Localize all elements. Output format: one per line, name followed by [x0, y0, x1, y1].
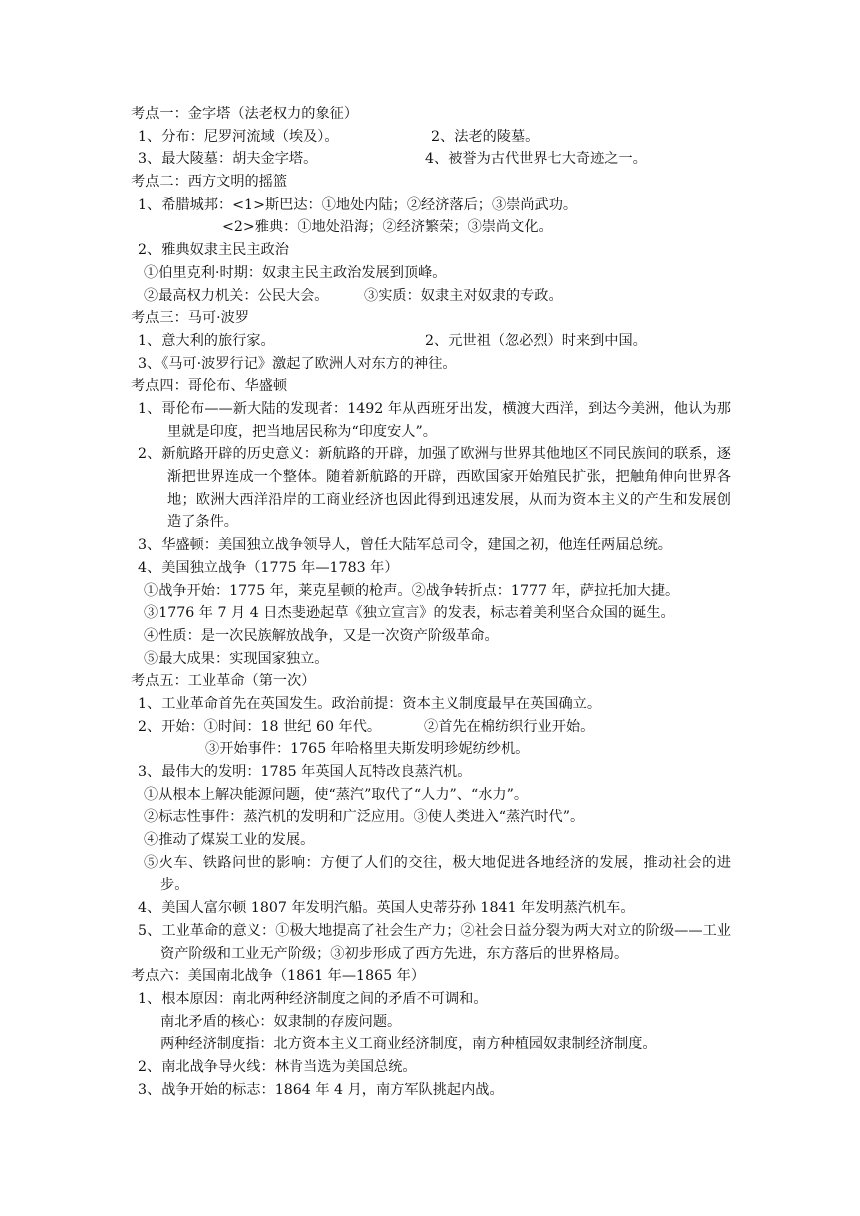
list-item: 3、最伟大的发明：1785 年英国人瓦特改良蒸汽机。 [138, 764, 472, 781]
list-item [131, 330, 731, 353]
list-item: ⑤火车、铁路问世的影响：方便了人们的交往，极大地促进各地经济的发展，推动社会的进步。 [144, 854, 731, 894]
section-heading: 考点六：美国南北战争（1861 年—1865 年） [131, 968, 426, 985]
item-text: 4、被誉为古代世界七大奇迹之一。 [425, 151, 647, 168]
item-text: 2、法老的陵墓。 [431, 128, 540, 145]
list-item [131, 148, 731, 171]
item-text: 2、开始：①时间：18 世纪 60 年代。 [138, 718, 382, 735]
list-item: ③开始事件：1765 年哈格里夫斯发明珍妮纺纱机。 [205, 741, 530, 758]
list-item: ⑤最大成果：实现国家独立。 [144, 650, 329, 667]
item-text: ②最高权力机关：公民大会。 [144, 287, 329, 304]
list-item: ④推动了煤炭工业的发展。 [144, 832, 315, 849]
list-item: 2、新航路开辟的历史意义：新航路的开辟，加强了欧洲与世界其他地区不同民族间的联系，逐渐把世界连成一个整体。随着新航路的开辟，西欧国家开始殖民扩张，把触角伸向世界各地；欧洲大西洋沿岸的工商业经济也因此得到迅速发展，从而为资本主义的产生和发展创造了条件。 [138, 446, 731, 531]
list-item: 1、根本原因：南北两种经济制度之间的矛盾不可调和。 [138, 990, 488, 1007]
list-item: ③1776 年 7 月 4 日杰斐逊起草《独立宣言》的发表，标志着美利坚合众国的诞生。 [144, 605, 675, 622]
section-heading: 考点一：金字塔（法老权力的象征） [131, 106, 359, 122]
list-item: ②标志性事件：蒸汽机的发明和广泛应用。③使人类进入“蒸汽时代”。 [144, 809, 585, 826]
list-item [131, 285, 731, 308]
section-heading: 考点四：哥伦布、华盛顿 [131, 378, 288, 395]
list-item [131, 126, 731, 149]
list-item: 两种经济制度指：北方资本主义工商业经济制度，南方种植园奴隶制经济制度。 [160, 1036, 657, 1053]
document-body [131, 103, 731, 1101]
list-item: ①从根本上解决能源问题，使“蒸汽”取代了“人力”、“水力”。 [144, 786, 529, 803]
item-text: 3、最大陵墓：胡夫金字塔。 [138, 151, 318, 168]
list-item: 1、哥伦布——新大陆的发现者：1492 年从西班牙出发，横渡大西洋，到达今美洲，他认为那里就是印度，把当地居民称为“印度安人”。 [138, 400, 731, 440]
list-item: 3、华盛顿：美国独立战争领导人，曾任大陆军总司令，建国之初，他连任两届总统。 [138, 537, 672, 554]
list-item: 5、工业革命的意义：①极大地提高了社会生产力；②社会日益分裂为两大对立的阶级——工业资产阶级和工业无产阶级；③初步形成了西方先进，东方落后的世界格局。 [138, 922, 731, 962]
item-text: 2、元世祖（忽必烈）时来到中国。 [425, 332, 647, 349]
item-text: 1、分布：尼罗河流域（埃及）。 [138, 128, 339, 145]
list-item: ①伯里克利·时期：奴隶主民主政治发展到顶峰。 [144, 264, 447, 281]
item-text: ③实质：奴隶主对奴隶的专政。 [364, 287, 563, 304]
list-item: 2、南北战争导火线：林肯当选为美国总统。 [138, 1059, 417, 1076]
list-item: ①战争开始：1775 年，莱克星顿的枪声。②战争转折点：1777 年，萨拉托加大捷。 [144, 582, 680, 599]
list-item: <2>雅典：①地处沿海；②经济繁荣；③崇尚文化。 [222, 219, 553, 236]
list-item: 1、工业革命首先在英国发生。政治前提：资本主义制度最早在英国确立。 [138, 695, 602, 712]
list-item: 3、《马可·波罗行记》激起了欧洲人对东方的神往。 [138, 355, 457, 372]
section-heading: 考点二：西方文明的摇篮 [131, 174, 288, 191]
list-item: 4、美国独立战争（1775 年—1783 年） [138, 559, 399, 576]
section-heading: 考点三：马可·波罗 [131, 310, 250, 327]
list-item: ④性质：是一次民族解放战争，又是一次资产阶级革命。 [144, 627, 499, 644]
list-item: 1、希腊城邦：<1>斯巴达：①地处内陆；②经济落后；③崇尚武功。 [138, 196, 578, 213]
item-text: ②首先在棉纺织行业开始。 [424, 718, 595, 735]
list-item: 4、美国人富尔顿 1807 年发明汽船。英国人史蒂芬孙 1841 年发明蒸汽机车。 [138, 900, 635, 917]
section-heading: 考点五：工业革命（第一次） [131, 673, 316, 690]
list-item: 2、雅典奴隶主民主政治 [138, 242, 289, 259]
list-item: 3、战争开始的标志：1864 年 4 月，南方军队挑起内战。 [138, 1081, 504, 1098]
list-item [131, 716, 731, 739]
item-text: 1、意大利的旅行家。 [138, 332, 275, 349]
list-item: 南北矛盾的核心：奴隶制的存废问题。 [160, 1013, 402, 1030]
